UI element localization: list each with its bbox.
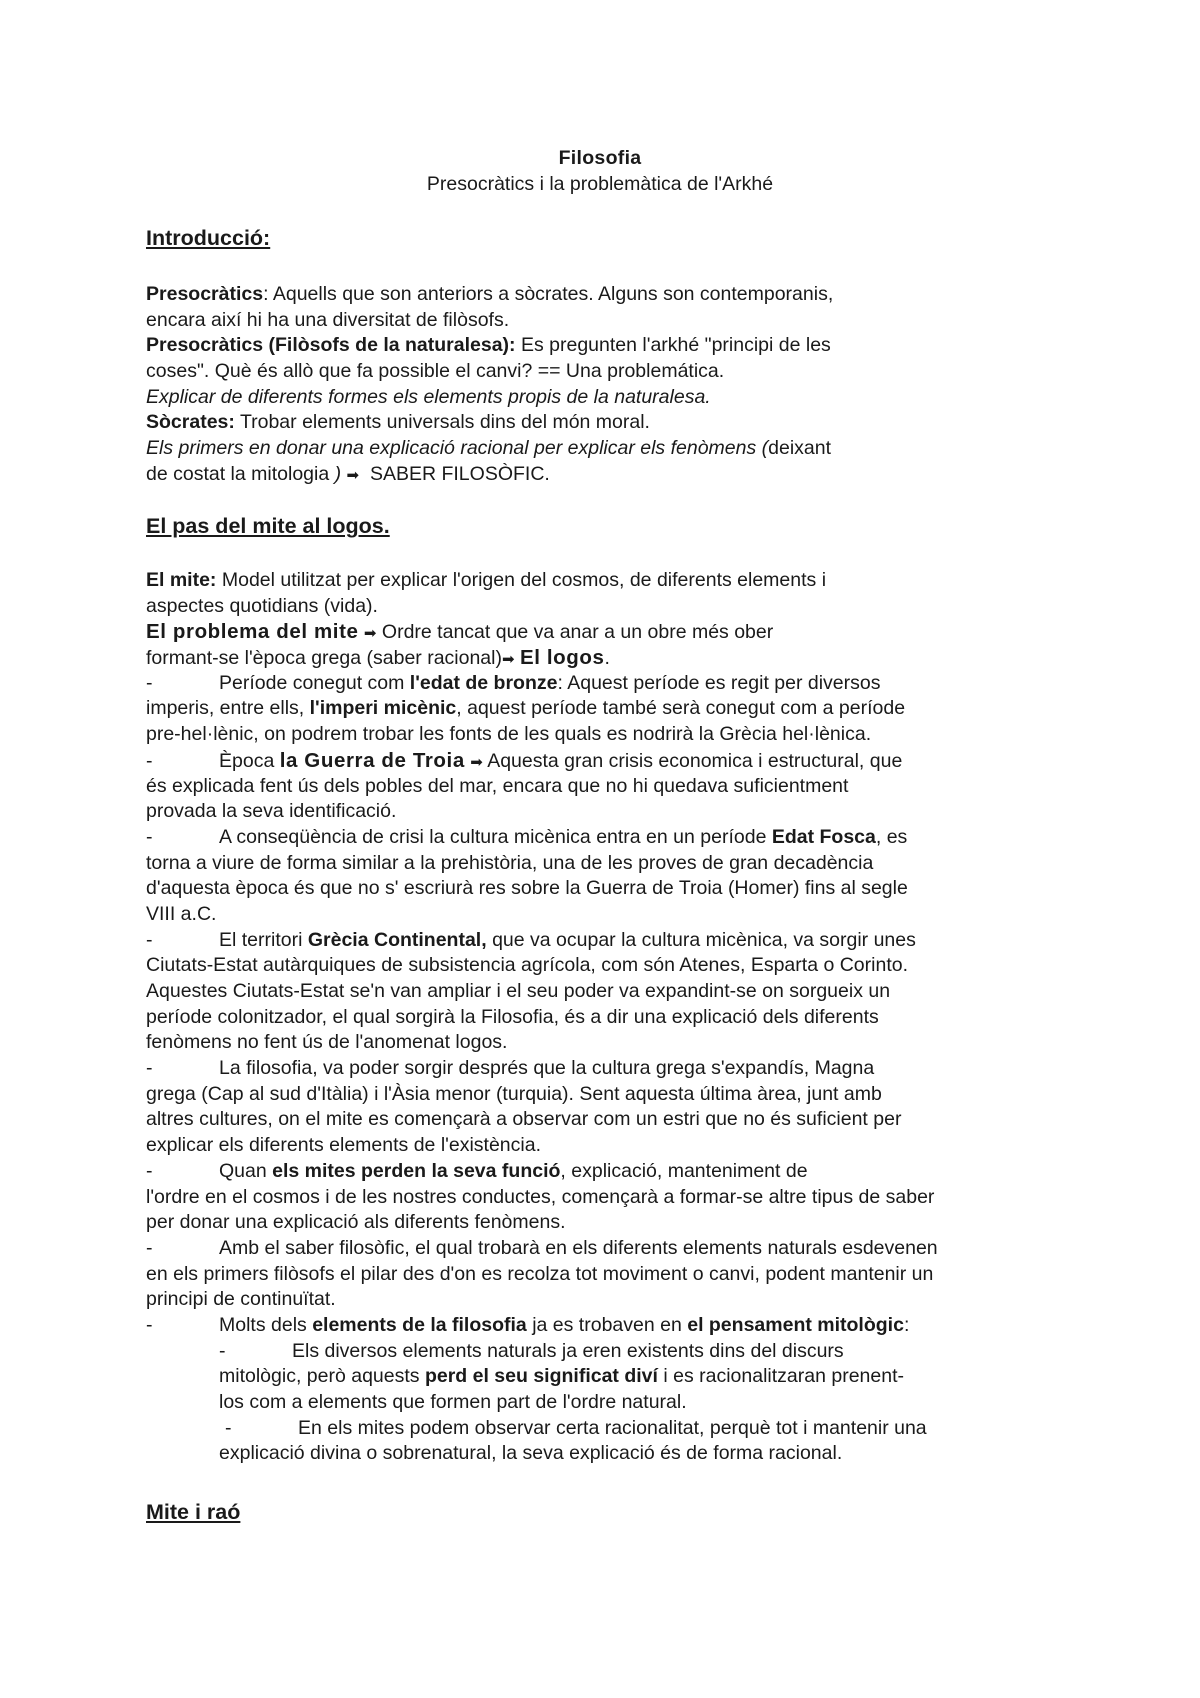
paragraph-line: encara així hi ha una diversitat de filòsofs. bbox=[146, 308, 510, 331]
paragraph-line: Presocràtics (Filòsofs de la naturalesa): Es pregunten l'arkhé "principi de les bbox=[146, 334, 831, 357]
paragraph-line: aspectes quotidians (vida). bbox=[146, 594, 378, 617]
paragraph-line: Explicar de diferents formes els elements propis de la naturalesa. bbox=[146, 385, 711, 408]
list-item: - El territori Grècia Continental, que va ocupar la cultura micènica, va sorgir unes bbox=[146, 928, 916, 951]
document-title: Filosofia bbox=[558, 147, 642, 169]
paragraph-line: fenòmens no fent ús de l'anomenat logos. bbox=[146, 1031, 508, 1054]
document-subtitle: Presocràtics i la problemàtica de l'Arkhé bbox=[426, 173, 774, 195]
paragraph-line: imperis, entre ells, l'imperi micènic, aquest període també serà conegut com a període bbox=[146, 697, 906, 720]
list-item: - Període conegut com l'edat de bronze: Aquest període es regit per diversos bbox=[146, 671, 881, 694]
paragraph-line: formant-se l'època grega (saber racional)➡ El logos. bbox=[146, 646, 610, 670]
sub-list-item: - En els mites podem observar certa racionalitat, perquè tot i mantenir una bbox=[225, 1416, 927, 1439]
heading-pas-mite-logos: El pas del mite al logos. bbox=[146, 514, 390, 538]
list-item: - La filosofia, va poder sorgir després que la cultura grega s'expandís, Magna bbox=[146, 1057, 875, 1080]
paragraph-line: explicar els diferents elements de l'existència. bbox=[146, 1134, 541, 1157]
term-socrates: Sòcrates: bbox=[146, 411, 235, 434]
heading-introduccio: Introducció: bbox=[146, 226, 271, 250]
intro-section bbox=[146, 282, 1081, 488]
paragraph-line: d'aquesta època és que no s' escriurà res sobre la Guerra de Troia (Homer) fins al segle bbox=[146, 877, 908, 900]
paragraph-line: pre-hel·lènic, on podrem trobar les fonts de les quals es nodrirà la Grècia hel·lènica. bbox=[146, 723, 872, 746]
paragraph-line: explicació divina o sobrenatural, la seva explicació és de forma racional. bbox=[219, 1442, 843, 1465]
paragraph-line: període colonitzador, el qual sorgirà la Filosofia, és a dir una explicació dels diferents bbox=[146, 1005, 879, 1028]
term-problema-mite: El problema del mite bbox=[146, 620, 359, 644]
paragraph-line: en els primers filòsofs el pilar des d'on es recolza tot moviment o canvi, podent mantenir un bbox=[146, 1262, 934, 1285]
paragraph-line: Aquestes Ciutats-Estat se'n van ampliar i el seu poder va expandint-se on sorgueix un bbox=[146, 980, 891, 1002]
term-filosofs-naturalesa: Presocràtics (Filòsofs de la naturalesa): bbox=[146, 334, 516, 357]
paragraph-line: El mite: Model utilitzat per explicar l'origen del cosmos, de diferents elements i bbox=[146, 569, 827, 591]
paragraph-line: provada la seva identificació. bbox=[146, 800, 397, 823]
paragraph-line: los com a elements que formen part de l'ordre natural. bbox=[219, 1391, 687, 1413]
paragraph-line: l'ordre en el cosmos i de les nostres conductes, començarà a formar-se altre tipus de saber bbox=[146, 1185, 935, 1208]
term-el-logos: El logos bbox=[519, 646, 605, 670]
mite-section bbox=[146, 568, 1081, 1467]
heading-mite-i-rao: Mite i raó bbox=[146, 1500, 241, 1524]
paragraph-line: grega (Cap al sud d'Itàlia) i l'Àsia menor (turquia). Sent aquesta última àrea, junt amb bbox=[146, 1082, 882, 1105]
paragraph-line: Els primers en donar una explicació racional per explicar els fenòmens (deixant bbox=[146, 437, 832, 460]
sub-list bbox=[146, 1339, 1081, 1467]
paragraph-line: mitològic, però aquests perd el seu significat diví i es racionalitzaran prenent- bbox=[219, 1365, 904, 1388]
paragraph-line: Presocràtics: Aquells que son anteriors a sòcrates. Alguns son contemporanis, bbox=[146, 283, 834, 305]
paragraph-line: torna a viure de forma similar a la prehistòria, una de les proves de gran decadència bbox=[146, 851, 874, 874]
paragraph-line: Ciutats-Estat autàrquiques de subsistencia agrícola, com són Atenes, Esparta o Corinto. bbox=[146, 954, 908, 977]
paragraph-line: coses". Què és allò que fa possible el canvi? == Una problemática. bbox=[146, 360, 725, 383]
paragraph-line: Sòcrates: Trobar elements universals dins del món moral. bbox=[146, 411, 650, 434]
list-item: - Molts dels elements de la filosofia ja es trobaven en el pensament mitològic: bbox=[146, 1313, 910, 1336]
paragraph-line: principi de continuïtat. bbox=[146, 1288, 336, 1311]
arrow-right-icon: ➡ bbox=[470, 753, 483, 771]
list-item: - A conseqüència de crisi la cultura micènica entra en un període Edat Fosca, es bbox=[146, 825, 908, 848]
list-item: - Època la Guerra de Troia ➡ Aquesta gran crisis economica i estructural, que bbox=[146, 748, 903, 772]
paragraph-line: altres cultures, on el mite es començarà a observar com un estri que no és suficient per bbox=[146, 1108, 902, 1131]
paragraph-line: El problema del mite ➡ Ordre tancat que va anar a un obre més ober bbox=[146, 620, 774, 644]
list-item: - Quan els mites perden la seva funció, explicació, manteniment de bbox=[146, 1159, 808, 1182]
arrow-right-icon: ➡ bbox=[363, 625, 377, 643]
paragraph-line: VIII a.C. bbox=[146, 902, 217, 925]
list-item: - Amb el saber filosòfic, el qual trobarà en els diferents elements naturals esdevenen bbox=[146, 1236, 938, 1259]
term-el-mite: El mite: bbox=[146, 569, 217, 591]
arrow-right-icon: ➡ bbox=[346, 466, 360, 484]
paragraph-line: és explicada fent ús dels pobles del mar, encara que no hi quedava suficientment bbox=[146, 774, 849, 797]
sub-list-item: - Els diversos elements naturals ja eren existents dins del discurs bbox=[219, 1339, 844, 1362]
paragraph-line: per donar una explicació als diferents fenòmens. bbox=[146, 1211, 566, 1234]
arrow-right-icon: ➡ bbox=[501, 651, 515, 669]
term-presocratics: Presocràtics bbox=[146, 283, 264, 305]
paragraph-line: de costat la mitologia ) ➡ SABER FILOSÒFIC. bbox=[146, 462, 550, 485]
